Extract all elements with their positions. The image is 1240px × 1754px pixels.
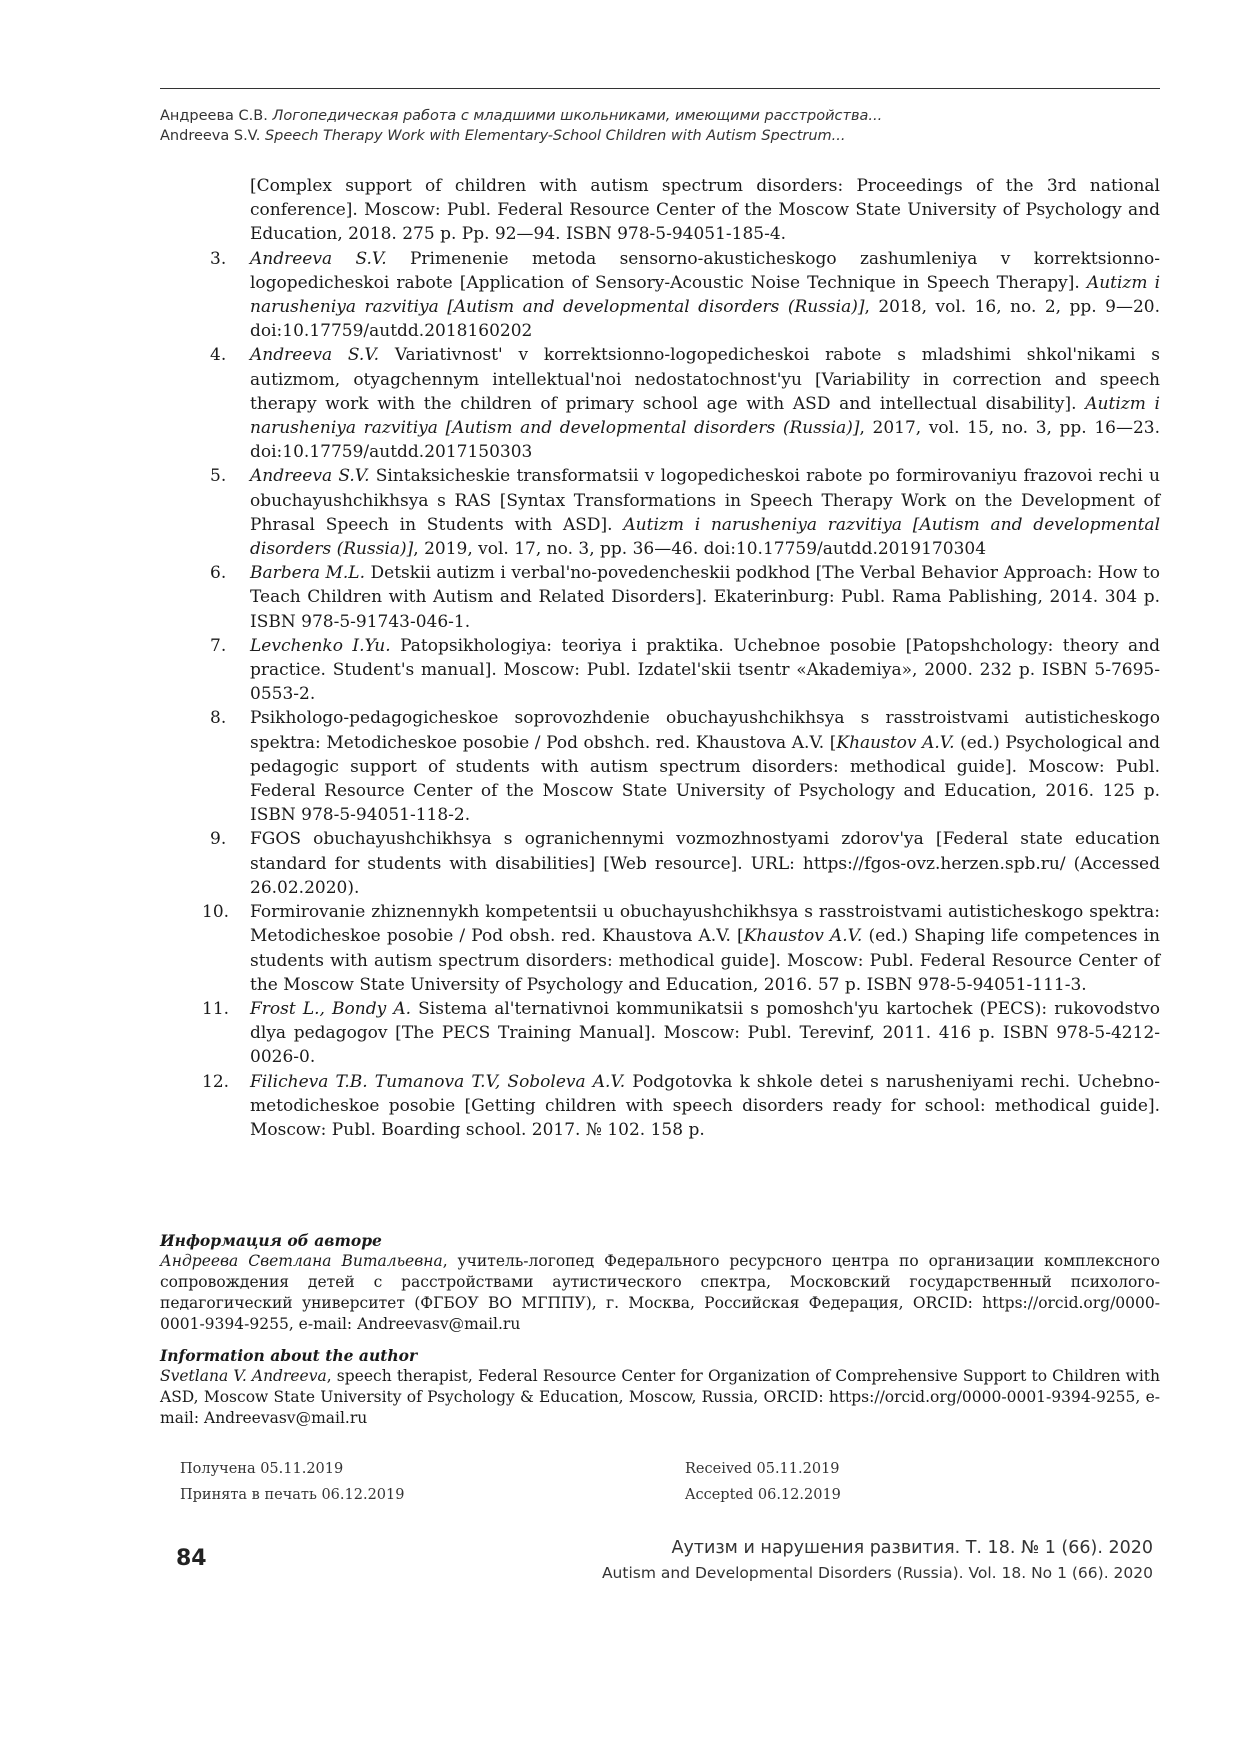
running-header-en-authors: Andreeva S.V. (160, 128, 261, 144)
running-header-ru-title: Логопедическая работа с младшими школьниками, имеющими расстройства... (272, 108, 883, 124)
reference-text: Patopsikhologiya: teoriya i praktika. Uchebnoe posobie [Patopshchology: theory and practice. Student's manual]. Moscow: Publ. Izdatel'skii tsentr «Akademiya», 2000. 232 p. ISBN 5-7695-0553-2. (250, 635, 1160, 705)
reference-number: 9. (210, 829, 227, 850)
reference-text: Variativnost' v korrektsionno-logopedicheskoi rabote s mladshimi shkol'nikami s autizmom, otyagchennym intellektual'noi nedostatochnost'yu [Variability in correction and speech therapy work with the children of primary school age with ASD and intellectual disability]. (250, 345, 1161, 414)
reference-text: Primenenie metoda sensorno-akusticheskogo zashumleniya v korrektsionno-logopedicheskoi rabote [Application of Sensory-Acoustic Noise Technique in Speech Therapy]. (250, 248, 1160, 293)
reference-tail: , 2019, vol. 17, no. 3, pp. 36—46. doi:10.17759/autdd.2019170304 (413, 539, 987, 560)
dates-ru (180, 1456, 404, 1508)
reference-item (160, 343, 1160, 464)
reference-author: Andreeva S.V. (250, 345, 380, 366)
reference-list (160, 174, 1160, 1142)
reference-author: Andreeva S.V. (250, 466, 370, 487)
page-number: 84 (176, 1546, 207, 1571)
reference-item (160, 827, 1160, 900)
reference-item (160, 247, 1160, 344)
reference-text: FGOS obuchayushchikhsya s ogranichennymi vozmozhnostyami zdorov'ya [Federal state education standard for students with disabilities] [Web resource]. URL: https://fgos-ovz.herzen.spb.ru/ (Accessed 26.02.2020). (250, 829, 1160, 898)
running-header-en-title: Speech Therapy Work with Elementary-School Children with Autism Spectrum... (264, 128, 846, 144)
reference-author: Barbera M.L. (250, 563, 365, 584)
author-details-ru: , учитель-логопед Федерального ресурсного центра по организации комплексного сопровождения детей с расстройствами аутистического спектра, Московский государственный психолого-педагогический университет (ФГБОУ ВО МГППУ), г. Москва, Российская Федерация, ORCID: https://orcid.org/0000-0001-9394-9255, e-mail: Andreevasv@mail.ru (160, 1252, 1160, 1333)
reference-text: Sistema al'ternativnoi kommunikatsii s pomoshch'yu kartochek (PECS): rukovodstvo dlya pedagogov [The PECS Training Manual]. Moscow: Publ. Terevinf, 2011. 416 p. ISBN 978-5-4212-0026-0. (250, 998, 1160, 1068)
reference-item (160, 174, 1160, 247)
reference-tail: (ed.) Psychological and pedagogic support of students with autism spectrum disorders: methodical guide]. Moscow: Publ. Federal Resource Center of the Moscow State University of Psychology and Education, 2016. 125 p. ISBN 978-5-94051-118-2. (250, 732, 1160, 826)
reference-journal: Autizm i narusheniya razvitiya [Autism and developmental disorders (Russia)] (250, 514, 1161, 560)
reference-item (160, 997, 1160, 1070)
author-info-en (160, 1345, 1160, 1429)
reference-author: Khaustov A.V. (743, 926, 863, 947)
author-info-ru-heading: Информация об авторе (160, 1231, 382, 1250)
journal-name-en: Autism and Developmental Disorders (Russia). Vol. 18. No 1 (66). 2020 (601, 1564, 1153, 1582)
author-details-en: , speech therapist, Federal Resource Center for Organization of Comprehensive Support to Children with ASD, Moscow State University of Psychology & Education, Moscow, Russia, ORCID: https://orcid.org/0000-0001-9394-9255, e-mail: Andreevasv@mail.ru (160, 1367, 1160, 1427)
received-date-en: Received 05.11.2019 (685, 1461, 840, 1477)
reference-item (160, 900, 1160, 997)
reference-text: Formirovanie zhiznennykh kompetentsii u obuchayushchikhsya s rasstroistvami autisticheskogo spektra: Metodicheskoe posobie / Pod obsh. red. Khaustova A.V. [ (250, 902, 1160, 947)
reference-number: 5. (210, 466, 227, 487)
reference-item (160, 1070, 1160, 1143)
reference-author: Levchenko I.Yu. (250, 635, 391, 656)
reference-item (160, 464, 1160, 561)
author-name-ru: Андреева Светлана Витальевна (160, 1252, 443, 1270)
reference-author: Khaustov A.V. (836, 732, 955, 753)
reference-author: Andreeva S.V. (250, 248, 387, 269)
reference-item (160, 634, 1160, 707)
reference-text: [Complex support of children with autism spectrum disorders: Proceedings of the 3rd national conference]. Moscow: Publ. Federal Resource Center of the Moscow State University of Psychology and Education, 2018. 275 p. Pp. 92—94. ISBN 978-5-94051-185-4. (250, 176, 1160, 245)
reference-text: Psikhologo-pedagogicheskoe soprovozhdenie obuchayushchikhsya s rasstroistvami autisticheskogo spektra: Metodicheskoe posobie / Pod obshch. red. Khaustova A.V. [ (250, 708, 1160, 753)
reference-tail: , 2018, vol. 16, no. 2, pp. 9—20. doi:10.17759/autdd.2018160202 (250, 297, 1160, 342)
accepted-date-en: Accepted 06.12.2019 (685, 1487, 841, 1503)
author-info-en-heading: Information about the author (160, 1346, 418, 1365)
running-header-ru (160, 107, 882, 126)
running-header-en (160, 127, 846, 146)
author-info-en-text (160, 1366, 1160, 1429)
dates-en (685, 1456, 841, 1508)
reference-number: 7. (210, 635, 227, 656)
received-date-ru: Получена 05.11.2019 (180, 1461, 344, 1477)
author-info-ru (160, 1230, 1160, 1335)
reference-text: Podgotovka k shkole detei s narusheniyami rechi. Uchebno-metodicheskoe posobie [Getting children with speech disorders ready for school: methodical guide]. Moscow: Publ. Boarding school. 2017. № 102. 158 p. (250, 1071, 1160, 1140)
author-info-ru-text (160, 1251, 1160, 1335)
reference-author: Filicheva T.B. Tumanova T.V, Soboleva A.V. (250, 1071, 626, 1092)
reference-number: 12. (202, 1071, 230, 1092)
reference-journal: Autizm i narusheniya razvitiya [Autism and developmental disorders (Russia)] (250, 272, 1161, 318)
header-rule (160, 88, 1160, 89)
reference-item (160, 706, 1160, 827)
reference-number: 3. (210, 248, 227, 269)
reference-text: Sintaksicheskie transformatsii v logopedicheskoi rabote po formirovaniyu frazovoi rechi u obuchayushchikhsya s RAS [Syntax Transformations in Speech Therapy Work on the Development of Phrasal Speech in Students with ASD]. (250, 466, 1160, 535)
reference-number: 11. (202, 998, 230, 1019)
reference-number: 10. (202, 902, 230, 923)
reference-tail: (ed.) Shaping life competences in students with autism spectrum disorders: methodical guide]. Moscow: Publ. Federal Resource Center of the Moscow State University of Psychology and Education, 2016. 57 p. ISBN 978-5-94051-111-3. (250, 926, 1161, 995)
reference-number: 8. (210, 708, 227, 729)
reference-number: 6. (210, 563, 227, 584)
reference-number: 4. (210, 345, 227, 366)
reference-author: Frost L., Bondy A. (250, 998, 412, 1019)
running-header-ru-authors: Андреева С.В. (160, 108, 268, 124)
reference-journal: Autizm i narusheniya razvitiya [Autism and developmental disorders (Russia)] (250, 393, 1160, 439)
journal-name-ru: Аутизм и нарушения развития. Т. 18. № 1 (66). 2020 (671, 1538, 1153, 1558)
reference-tail: , 2017, vol. 15, no. 3, pp. 16—23. doi:10.17759/autdd.2017150303 (250, 418, 1160, 463)
reference-item (160, 561, 1160, 634)
author-name-en: Svetlana V. Andreeva (160, 1367, 327, 1385)
reference-text: Detskii autizm i verbal'no-povedencheskii podkhod [The Verbal Behavior Approach: How to Teach Children with Autism and Related Disorders]. Ekaterinburg: Publ. Rama Pablishing, 2014. 304 p. ISBN 978-5-91743-046-1. (250, 563, 1161, 632)
accepted-date-ru: Принята в печать 06.12.2019 (180, 1487, 405, 1503)
